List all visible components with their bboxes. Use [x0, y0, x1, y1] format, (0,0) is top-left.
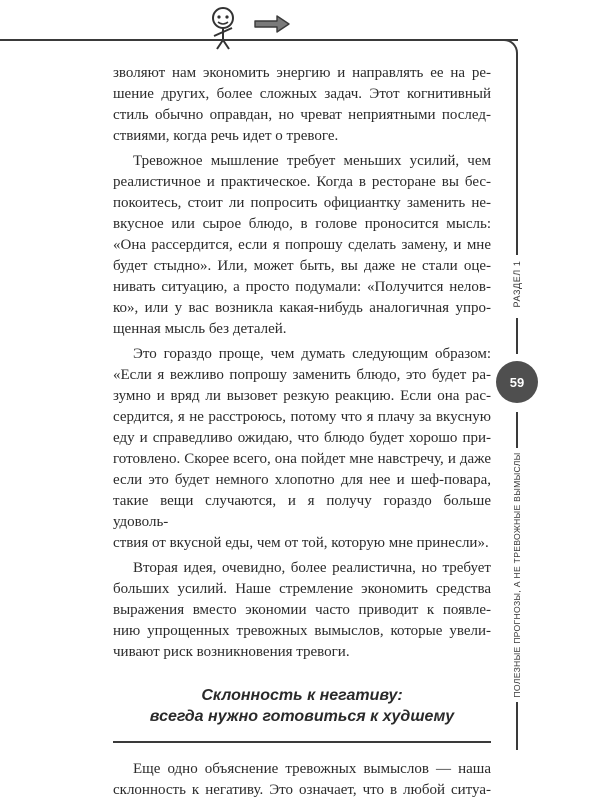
text-line: «Если я вежливо попрошу заменить блюдо, это будет ра-	[113, 367, 491, 383]
paragraph	[113, 344, 491, 554]
page-number-badge: 59	[496, 361, 538, 403]
text-line: «Она рассердится, если я попрошу сделать замену, и мне	[113, 237, 491, 253]
text-line: вкусное или сырое блюдо, в голове проносится мысль:	[113, 216, 491, 232]
text-line: Тревожное мышление требует меньших усилий, чем	[133, 153, 491, 169]
paragraph	[113, 151, 491, 340]
text-line: нию упрощенных тревожных вымыслов, которые увели-	[113, 623, 491, 639]
paragraph	[113, 558, 491, 663]
frame-right-rule	[516, 318, 518, 354]
frame-right-rule	[516, 55, 518, 255]
text-line: щенная мысль без деталей.	[113, 321, 287, 337]
text-line: Еще одно объяснение тревожных вымыслов — наша	[133, 761, 491, 777]
text-line: стиль обычно оправдан, но чреват неприятными послед-	[113, 107, 491, 123]
heading-line: всегда нужно готовиться к худшему	[149, 708, 455, 725]
running-title: ПОЛЕЗНЫЕ ПРОГНОЗЫ, А НЕ ТРЕВОЖНЫЕ ВЫМЫСЛЫ	[512, 452, 522, 698]
text-line: реалистичное и практическое. Когда в ресторане вы бес-	[113, 174, 491, 190]
text-line: шение других, более сложных задач. Этот когнитивный	[113, 86, 491, 102]
text-line: зумно и вряд ли вызовет резкую реакцию. Если она рас-	[113, 388, 491, 404]
text-line: чивают риск возникновения тревоги.	[113, 644, 350, 660]
frame-top-rule	[0, 39, 518, 41]
body-text	[113, 63, 491, 805]
text-line: покоитесь, стоит ли попросить официантку заменить не-	[113, 195, 491, 211]
frame-right-rule	[516, 412, 518, 448]
paragraph	[113, 759, 491, 801]
text-line: Вторая идея, очевидно, более реалистична, но требует	[133, 560, 491, 576]
text-line: ко», или у вас возникла какая-нибудь аналогичная упро-	[113, 300, 491, 316]
text-line: готовлено. Скорее всего, она пойдет мне навстречу, и даже	[113, 451, 491, 467]
heading-line: Склонность к негативу:	[201, 687, 403, 704]
text-line: если это будет немного хлопотно для нее и шеф-повара,	[113, 472, 491, 488]
mascot-illustration	[206, 6, 240, 52]
text-line: зволяют нам экономить энергию и направлять ее на ре-	[113, 65, 491, 81]
heading-divider	[113, 741, 491, 743]
text-line: такие вещи случаются, и я получу гораздо больше удоволь-	[113, 493, 491, 530]
paragraph	[113, 63, 491, 147]
text-line: нивать ситуацию, а просто подумали: «Получится нелов-	[113, 279, 491, 295]
text-line: еду и справедливо ожидаю, что блюдо будет хорошо при-	[113, 430, 491, 446]
arrow-right-icon	[253, 14, 291, 34]
section-label: РАЗДЕЛ 1	[512, 260, 522, 308]
text-line: Это гораздо проще, чем думать следующим образом:	[133, 346, 491, 362]
text-line: склонность к негативу. Это означает, что в любой ситуа-	[113, 782, 491, 798]
text-line: выражения вместо экономии часто приводит к появле-	[113, 602, 491, 618]
text-line: больших усилий. Наше стремление экономить средства	[113, 581, 491, 597]
text-line: ствиями, когда речь идет о тревоге.	[113, 128, 339, 144]
section-heading	[113, 685, 491, 727]
text-line: будет стыдно». Или, может быть, вы даже не стали оце-	[113, 258, 491, 274]
frame-right-rule	[516, 702, 518, 750]
text-line: ствия от вкусной еды, чем от той, которую мне принесли».	[113, 535, 489, 551]
text-line: сердится, я не расстроюсь, потому что я плачу за вкусную	[113, 409, 491, 425]
